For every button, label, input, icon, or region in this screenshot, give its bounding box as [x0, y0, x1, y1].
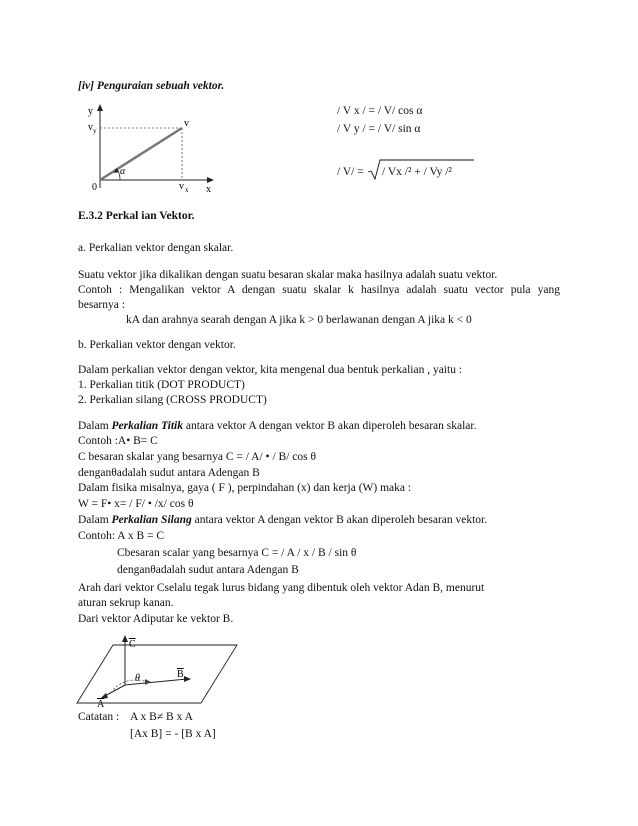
cross-angle: denganθadalah sudut antara Adengan B — [117, 564, 299, 576]
label-y: y — [88, 106, 93, 117]
note-line2: [Ax B] = - [B x A] — [130, 728, 216, 740]
label-c: C — [129, 639, 136, 650]
label-v: v — [184, 118, 189, 129]
para-b1: Dalam perkalian vektor dengan vektor, kita mengenal dua bentuk perkalian , yaitu : — [78, 364, 463, 376]
list-item-dot: 1. Perkalian titik (DOT PRODUCT) — [78, 379, 245, 391]
formula-vy: / V y / = / V/ sin α — [337, 123, 421, 135]
dot-term: Perkalian Titik — [111, 420, 183, 432]
label-theta: θ — [135, 673, 140, 684]
cross-example: Contoh: A x B = C — [78, 530, 165, 542]
sub-a-heading: a. Perkalian vektor dengan skalar. — [78, 242, 234, 254]
label-vx: v — [179, 181, 184, 192]
dot-angle: denganθadalah sudut antara Adengan B — [78, 467, 260, 479]
cross-term: Perkalian Silang — [111, 514, 192, 526]
note-line1: A x B≠ B x A — [130, 711, 193, 723]
cross-product-diagram — [75, 633, 240, 708]
formula-magnitude-rhs: / Vx /² + / Vy /² — [382, 166, 452, 178]
para-a2-line1: Contoh : Mengalikan vektor A dengan suatu skalar k hasilnya adalah suatu vector pula yang — [78, 284, 560, 296]
label-origin: 0 — [92, 182, 97, 193]
list-item-cross: 2. Perkalian silang (CROSS PRODUCT) — [78, 394, 267, 406]
section-heading: E.3.2 Perkal ian Vektor. — [78, 210, 195, 222]
label-alpha: α — [120, 166, 126, 177]
section-iv-title: [iv] Penguraian sebuah vektor. — [78, 80, 225, 92]
para-a1: Suatu vektor jika dikalikan dengan suatu besaran skalar maka hasilnya adalah suatu vektor. — [78, 269, 498, 281]
para-a2-line2: besarnya : — [78, 299, 125, 311]
label-vy: v — [88, 122, 93, 133]
cross-direction-line1: Arah dari vektor Cselalu tegak lurus bidang yang dibentuk oleh vektor Adan B, menurut — [78, 582, 485, 594]
vector-decomposition-diagram — [80, 100, 220, 195]
sub-b-heading: b. Perkalian vektor dengan vektor. — [78, 339, 236, 351]
cross-direction-line2: aturan sekrup kanan. — [78, 597, 174, 609]
cross-magnitude: Cbesaran scalar yang besarnya C = / A / x / B / sin θ — [117, 547, 357, 559]
label-vx-sub: x — [185, 186, 189, 194]
formula-vx: / V x / = / V/ cos α — [337, 105, 423, 117]
dot-intro: Dalam Perkalian Titik antara vektor A dengan vektor B akan diperoleh besaran skalar. — [78, 420, 477, 432]
formula-ka: kA dan arahnya searah dengan A jika k > 0 berlawanan dengan A jika k < 0 — [126, 314, 472, 326]
dot-example: Contoh :A• B= C — [78, 435, 158, 447]
dot-magnitude: C besaran skalar yang besarnya C = / A/ • / B/ cos θ — [78, 451, 316, 463]
note-label: Catatan : — [78, 711, 120, 723]
label-a: A — [97, 699, 105, 708]
cross-intro: Dalam Perkalian Silang antara vektor A dengan vektor B akan diperoleh besaran vektor. — [78, 514, 488, 526]
cross-rotate: Dari vektor Adiputar ke vektor B. — [78, 613, 234, 625]
dot-work: W = F• x= / F/ • /x/ cos θ — [78, 498, 194, 510]
label-vy-sub: y — [93, 127, 97, 135]
label-b: B — [177, 669, 184, 680]
dot-physics: Dalam fisika misalnya, gaya ( F ), perpindahan (x) dan kerja (W) maka : — [78, 482, 412, 494]
label-x: x — [206, 184, 211, 195]
formula-magnitude-lhs: / V/ = — [337, 166, 364, 178]
